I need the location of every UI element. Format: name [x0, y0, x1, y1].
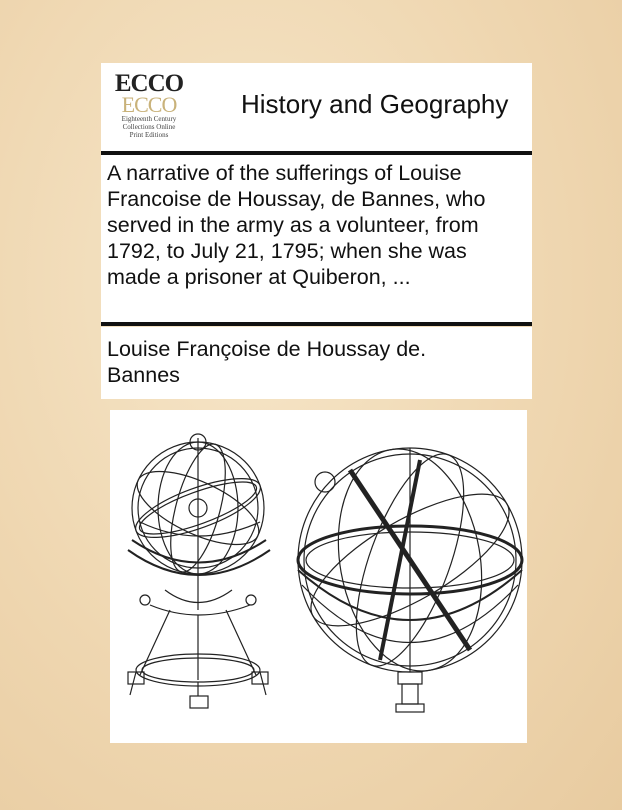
logo-mark: ECCO — [114, 70, 184, 97]
title-block — [101, 155, 532, 322]
series-header — [101, 63, 532, 151]
logo-mark-reflection: ECCO — [121, 92, 177, 117]
ecco-logo — [113, 71, 185, 139]
left-armillary-sphere-icon — [127, 434, 270, 708]
logo-subtitle-2: Collections Online — [122, 123, 176, 131]
author-block — [101, 327, 532, 399]
author-line-1: Louise Françoise de Houssay de. — [107, 337, 427, 361]
book-title: A narrative of the sufferings of Louise Francoise de Houssay, de Bannes, who served in the army as a volunteer, from 1792, to July 21, 1795; when she was made a prisoner at Quiberon, ... — [107, 161, 486, 289]
author-divider — [101, 322, 532, 326]
cover-illustration — [110, 410, 527, 743]
armillary-spheres-icon — [110, 410, 527, 743]
book-author — [107, 336, 526, 388]
logo-subtitle-1: Eighteenth Century — [121, 115, 177, 123]
series-title: History and Geography — [241, 89, 509, 119]
author-line-2: Bannes — [107, 363, 180, 387]
right-armillary-sphere-icon — [293, 438, 527, 712]
logo-subtitle-3: Print Editions — [129, 131, 169, 139]
